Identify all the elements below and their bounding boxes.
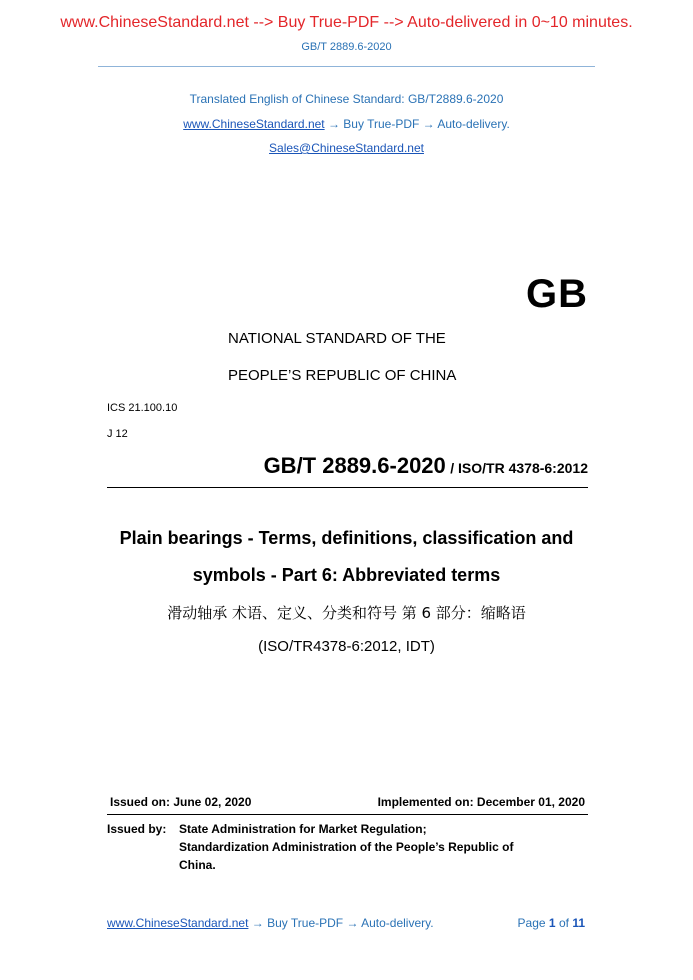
title-line1: Plain bearings - Terms, definitions, classification and: [119, 528, 574, 548]
translated-line: Translated English of Chinese Standard: GB/T2889.6-2020: [189, 92, 504, 106]
top-banner[interactable]: www.ChineseStandard.net --> Buy True-PDF --> Auto-delivered in 0~10 minutes.: [60, 14, 633, 31]
issued-on: Issued on: June 02, 2020: [110, 795, 252, 809]
delivery-text: → Buy True-PDF → Auto-delivery.: [324, 117, 510, 131]
issued-by-label: Issued by:: [107, 822, 167, 836]
national-standard-line2: PEOPLE’S REPUBLIC OF CHINA: [228, 367, 457, 384]
page-number: 1: [548, 916, 556, 930]
page-total: 11: [572, 916, 585, 930]
sales-line: [0, 141, 693, 155]
standard-number-line: [264, 453, 588, 479]
delivery-line: [0, 117, 693, 131]
issued-by-line2: Standardization Administration of the People’s Republic of: [179, 840, 514, 854]
footer-text: → Buy True-PDF → Auto-delivery.: [248, 916, 434, 930]
sales-email-link[interactable]: Sales@ChineseStandard.net: [269, 141, 424, 155]
idt-line: (ISO/TR4378-6:2012, IDT): [258, 638, 435, 655]
standard-equivalent: / ISO/TR 4378-6:2012: [450, 460, 588, 476]
page-indicator: [518, 916, 585, 930]
chinese-title: 滑动轴承 术语、定义、分类和符号 第 6 部分：缩略语: [167, 604, 526, 622]
national-standard-line1: NATIONAL STANDARD OF THE: [228, 330, 446, 347]
implemented-on: Implemented on: December 01, 2020: [377, 795, 585, 809]
issued-by-line1: State Administration for Market Regulation;: [179, 822, 427, 836]
ccs-code: J 12: [107, 428, 128, 440]
standard-number: GB/T 2889.6-2020: [263, 453, 446, 478]
title-line2: symbols - Part 6: Abbreviated terms: [192, 565, 501, 585]
footer-delivery: [107, 916, 434, 930]
gb-logo: GB: [526, 272, 588, 316]
issued-by-line3: China.: [179, 858, 216, 872]
title-divider: [107, 487, 588, 488]
chinesestandard-link[interactable]: www.ChineseStandard.net: [183, 117, 325, 131]
issue-divider: [107, 814, 588, 815]
header-divider: [98, 66, 595, 67]
footer-link[interactable]: www.ChineseStandard.net: [107, 916, 249, 930]
page-label: Page: [517, 916, 546, 930]
of-label: of: [558, 916, 569, 930]
ics-code: ICS 21.100.10: [107, 402, 178, 414]
header-standard-code: GB/T 2889.6-2020: [301, 41, 392, 53]
